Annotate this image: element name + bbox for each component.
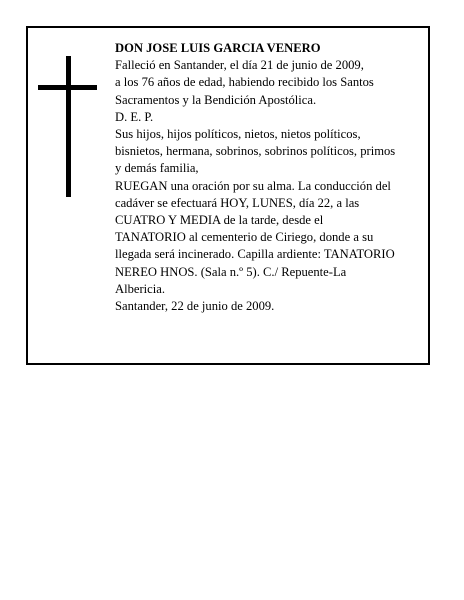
notice-line-family-2: bisnietos, hermana, sobrinos, sobrinos políticos, primos xyxy=(115,144,396,159)
notice-line-funeral-4: TANATORIO al cementerio de Ciriego, donde a su xyxy=(115,230,374,245)
notice-line-death-date: Falleció en Santander, el día 21 de junio de 2009, xyxy=(115,58,364,73)
notice-line-funeral-5: llegada será incinerado. Capilla ardiente: TANATORIO xyxy=(115,247,395,262)
notice-line-funeral-7: Albericia. xyxy=(115,281,165,296)
notice-line-place-date: Santander, 22 de junio de 2009. xyxy=(115,299,275,314)
cross-vertical-bar xyxy=(66,56,71,197)
notice-line-funeral-3: CUATRO Y MEDIA de la tarde, desde el xyxy=(115,213,324,228)
notice-line-family-3: y demás familia, xyxy=(115,161,199,176)
notice-line-rip: D. E. P. xyxy=(115,109,154,124)
obituary-notice xyxy=(26,26,430,365)
notice-line-family-1: Sus hijos, hijos políticos, nietos, nietos políticos, xyxy=(115,127,361,142)
notice-text-block xyxy=(115,40,423,315)
cross-horizontal-bar xyxy=(38,85,97,90)
notice-line-funeral-6: NEREO HNOS. (Sala n.º 5). C./ Repuente-La xyxy=(115,264,347,279)
notice-line-sacraments: Sacramentos y la Bendición Apostólica. xyxy=(115,92,317,107)
notice-line-age: a los 76 años de edad, habiendo recibido los Santos xyxy=(115,75,374,90)
notice-line-funeral-2: cadáver se efectuará HOY, LUNES, día 22, a las xyxy=(115,195,360,210)
notice-line-funeral-1: RUEGAN una oración por su alma. La conducción del xyxy=(115,178,391,193)
deceased-name: DON JOSE LUIS GARCIA VENERO xyxy=(115,41,321,55)
